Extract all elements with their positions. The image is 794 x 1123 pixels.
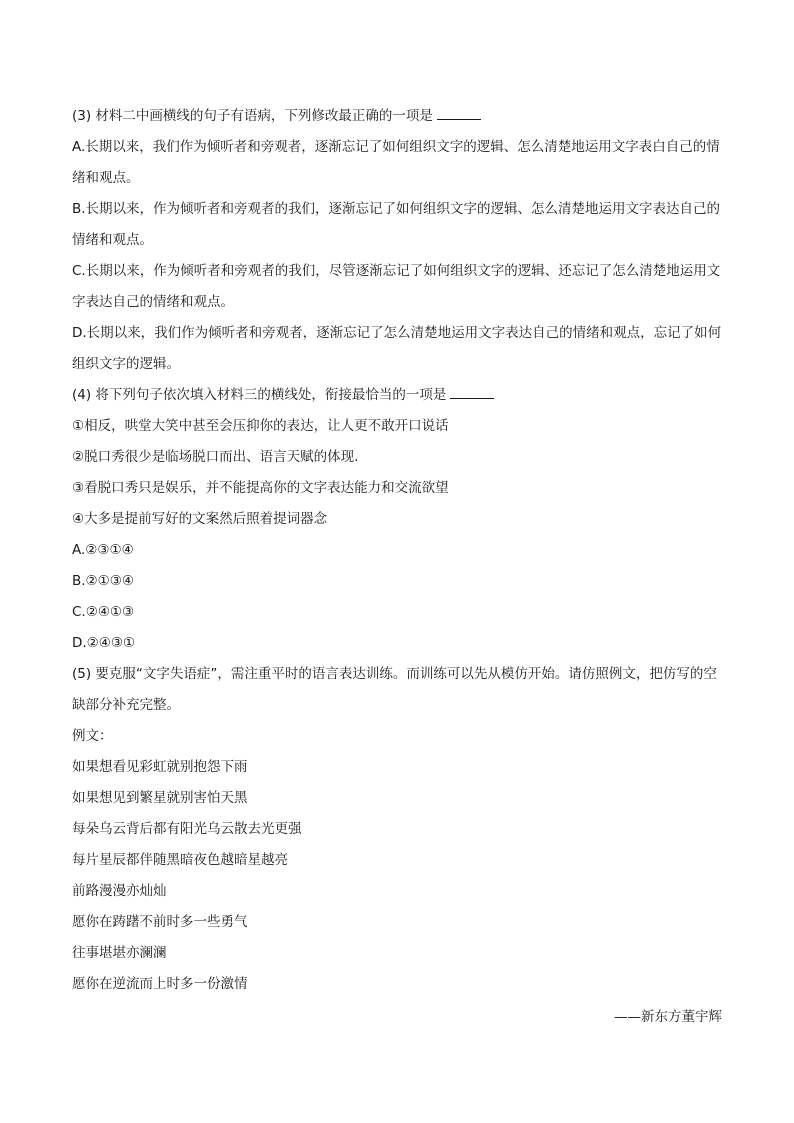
q4-option-c: C.②④①③ [72, 604, 135, 620]
q4-option-a: A.②③①④ [72, 542, 134, 558]
q3-answer-blank[interactable] [437, 105, 481, 120]
q5-example-line-5: 前路漫漫亦灿灿 [72, 883, 167, 899]
q5-example-line-4: 每片星辰都伴随黑暗夜色越暗星越亮 [72, 852, 288, 868]
q5-stem: (5) 要克服“文字失语症”，需注重平时的语言表达训练。而训练可以先从模仿开始。请仿照例文，把仿写的空缺部分补充完整。 [72, 666, 717, 713]
q5-example-label: 例文： [72, 728, 113, 744]
q3-option-b: B.长期以来，作为倾听者和旁观者的我们，逐渐忘记了如何组织文字的逻辑、怎么清楚地运用文字表达自己的情绪和观点。 [72, 201, 721, 248]
q4-sentence-2: ②脱口秀很少是临场脱口而出、语言天赋的体现. [72, 449, 359, 465]
q4-option-b: B.②①③④ [72, 573, 134, 589]
q5-example-line-1: 如果想看见彩虹就别抱怨下雨 [72, 759, 248, 775]
q4-sentence-1: ①相反，哄堂大笑中甚至会压抑你的表达，让人更不敢开口说话 [72, 418, 449, 434]
q4-stem: (4) 将下列句子依次填入材料三的横线处，衔接最恰当的一项是 [72, 387, 447, 403]
q4-stem-line [72, 380, 722, 411]
q4-sentence-3: ③看脱口秀只是娱乐，并不能提高你的文字表达能力和交流欲望 [72, 480, 449, 496]
q3-stem-line [72, 101, 722, 132]
q4-answer-blank[interactable] [450, 384, 494, 399]
q5-example-line-3: 每朵乌云背后都有阳光乌云散去光更强 [72, 821, 302, 837]
q5-example-line-2: 如果想见到繁星就别害怕天黑 [72, 790, 248, 806]
question-content [72, 101, 722, 1000]
q5-example-line-6: 愿你在踌躇不前时多一些勇气 [72, 914, 248, 930]
q5-example-line-8: 愿你在逆流而上时多一份激情 [72, 976, 248, 992]
q5-example-line-7: 往事堪堪亦澜澜 [72, 945, 167, 961]
q3-stem: (3) 材料二中画横线的句子有语病，下列修改最正确的一项是 [72, 108, 433, 124]
poem-signature: ——新东方董宇辉 [614, 1009, 722, 1025]
q3-option-c: C.长期以来，作为倾听者和旁观者的我们，尽管逐渐忘记了如何组织文字的逻辑、还忘记了怎么清楚地运用文字表达自己的情绪和观点。 [72, 263, 721, 310]
q3-option-a: A.长期以来，我们作为倾听者和旁观者，逐渐忘记了如何组织文字的逻辑、怎么清楚地运用文字表白自己的情绪和观点。 [72, 139, 720, 186]
q4-sentence-4: ④大多是提前写好的文案然后照着提词器念 [72, 511, 328, 527]
q3-option-d: D.长期以来，我们作为倾听者和旁观者，逐渐忘记了怎么清楚地运用文字表达自己的情绪和观点，忘记了如何组织文字的逻辑。 [72, 325, 722, 372]
q4-option-d: D.②④③① [72, 635, 136, 651]
